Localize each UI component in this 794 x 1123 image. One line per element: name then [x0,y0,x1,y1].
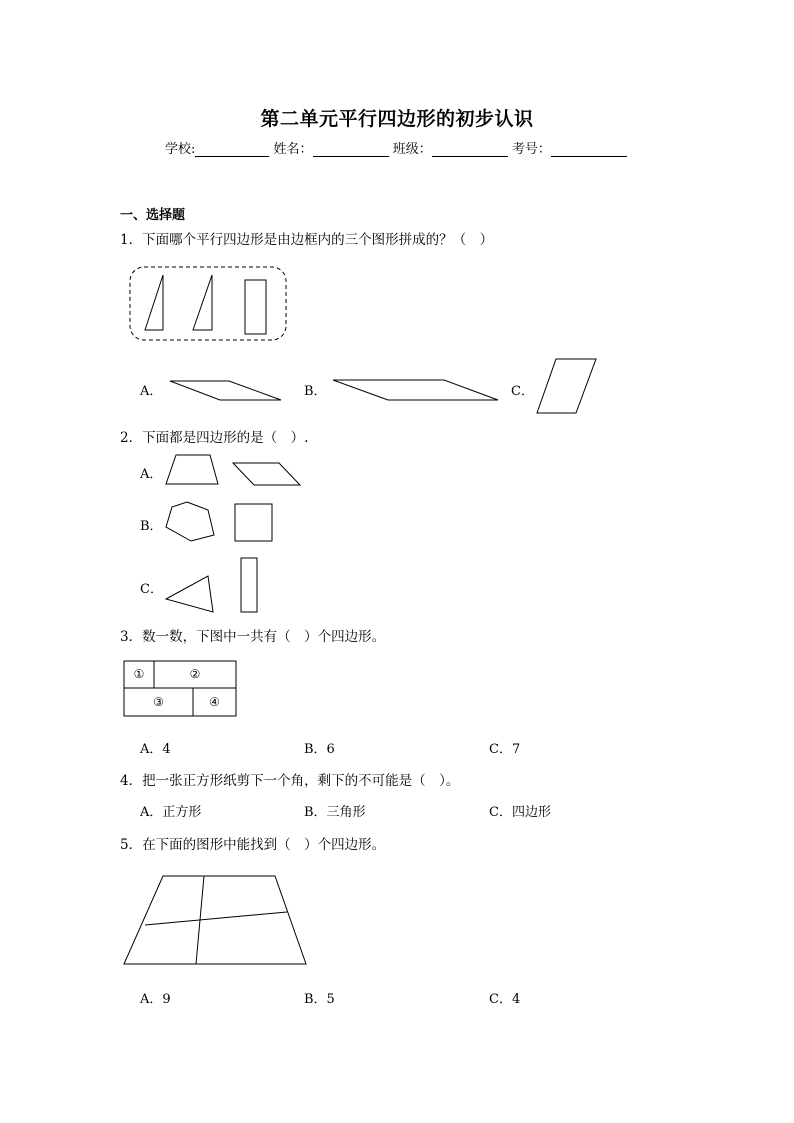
q3-option-b[interactable]: B．6 [304,742,335,757]
trapezoid-outline [124,876,306,964]
page-title: 第二单元平行四边形的初步认识 [260,108,534,130]
question-4: 4．把一张正方形纸剪下一个角，剩下的不可能是（ ）。 [120,773,460,789]
q1-option-a[interactable]: A． [140,384,163,399]
school-label: 学校: [165,142,196,157]
q5-option-a[interactable]: A．9 [140,992,171,1007]
name-label: 姓名： [273,142,313,157]
q1-option-c[interactable]: C． [511,384,534,399]
q2-option-b[interactable]: B． [140,519,163,534]
grid-cell-3: ③ [153,695,164,709]
question-1: 1．下面哪个平行四边形是由边框内的三个图形拼成的？（ ） [120,232,494,248]
q1-option-b[interactable]: B． [304,384,327,399]
grid-cell-1: ① [133,667,145,681]
grid-cell-2: ② [189,667,201,681]
q4-option-b[interactable]: B．三角形 [304,805,366,820]
q2-option-c[interactable]: C． [140,582,163,597]
q3-option-a[interactable]: A．4 [140,742,171,757]
question-5: 5．在下面的图形中能找到（ ）个四边形。 [120,837,386,853]
grid-cell-4: ④ [209,695,220,709]
trapezoid-cross-line [145,912,287,925]
q4-option-c[interactable]: C．四边形 [489,805,551,820]
question-2: 2．下面都是四边形的是（ ）. [120,430,309,446]
class-label: 班级： [392,142,432,157]
q5-option-c[interactable]: C．4 [489,992,521,1007]
q4-option-a[interactable]: A．正方形 [140,805,202,820]
question-3: 3．数一数，下图中一共有（ ）个四边形。 [120,629,386,645]
q2-option-a[interactable]: A． [140,467,163,482]
section-heading: 一、选择题 [120,208,186,223]
q3-option-c[interactable]: C．7 [489,742,521,757]
q5-option-b[interactable]: B．5 [304,992,335,1007]
exam-no-label: 考号： [511,142,551,157]
